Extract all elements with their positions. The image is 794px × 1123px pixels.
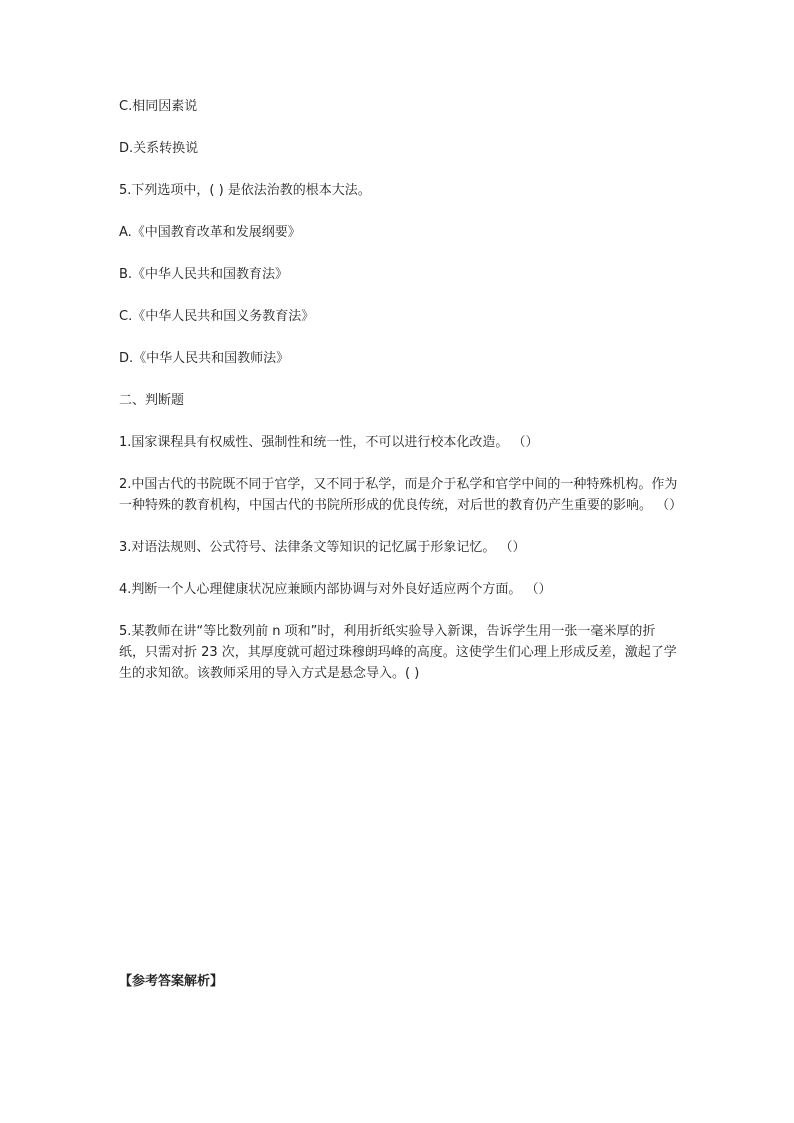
judgment-item: 4.判断一个人心理健康状况应兼顾内部协调与对外良好适应两个方面。 （） [119, 582, 552, 597]
judgment-item: 5.某教师在讲“等比数列前 n 项和”时，利用折纸实验导入新课，告诉学生用一张一毫米厚的折纸，只需对折 23 次，其厚度就可超过珠穆朗玛峰的高度。这使学生们心理上形成反差，激起了学生的求知欲。该教师采用的导入方式是悬念导入。( ) [119, 624, 677, 681]
judgment-item: 3.对语法规则、公式符号、法律条文等知识的记忆属于形象记忆。 （） [119, 540, 526, 555]
option-a: A.《中国教育改革和发展纲要》 [119, 225, 301, 240]
answer-heading: 【参考答案解析】 [119, 974, 224, 989]
option-d: D.《中华人民共和国教师法》 [119, 351, 290, 366]
question-content [119, 96, 683, 684]
question-stem: 5.下列选项中，( ) 是依法治教的根本大法。 [119, 183, 371, 198]
option-c: C.相同因素说 [119, 99, 198, 114]
section-title: 二、判断题 [119, 393, 185, 408]
option-d: D.关系转换说 [119, 141, 199, 156]
option-b: B.《中华人民共和国教育法》 [119, 267, 289, 282]
judgment-item: 2.中国古代的书院既不同于官学，又不同于私学，而是介于私学和官学中间的一种特殊机构。作为一种特殊的教育机构，中国古代的书院所形成的优良传统，对后世的教育仍产生重要的影响。 （） [119, 477, 683, 513]
option-c: C.《中华人民共和国义务教育法》 [119, 309, 315, 324]
judgment-item: 1.国家课程具有权威性、强制性和统一性，不可以进行校本化改造。 （） [119, 435, 539, 450]
